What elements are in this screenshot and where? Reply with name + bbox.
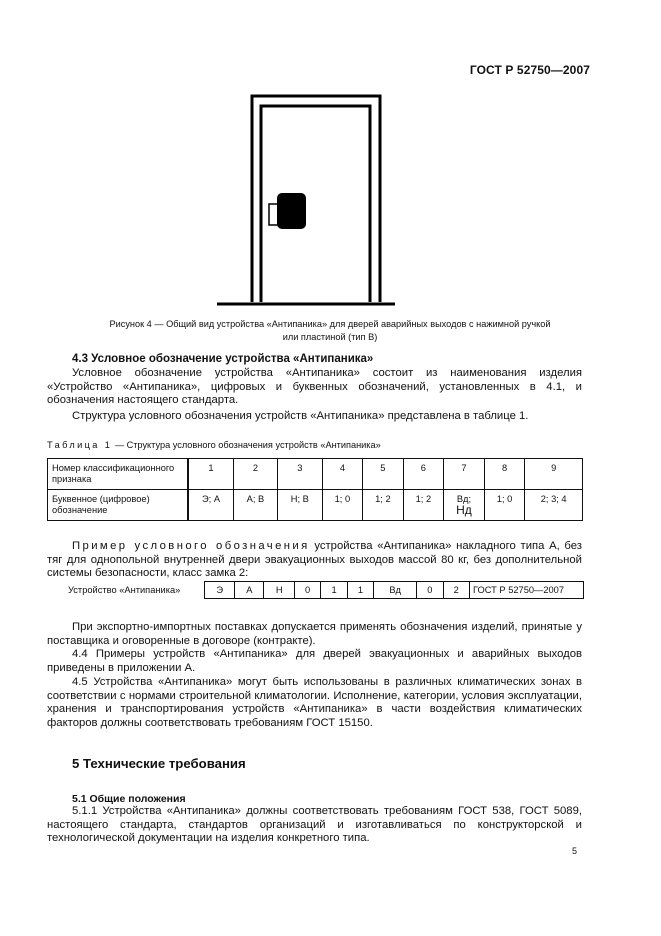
table-cell: 9 xyxy=(525,459,583,490)
table-row-label: Буквенное (цифровое) обозначение xyxy=(48,490,189,521)
table-cell: Вд xyxy=(374,582,417,599)
table-cell: 2; 3; 4 xyxy=(525,490,583,521)
table-cell xyxy=(444,490,485,521)
table-cell: 0 xyxy=(417,582,443,599)
example-designation-table xyxy=(204,581,584,599)
figure-caption xyxy=(40,318,620,344)
table-cell: Э xyxy=(205,582,235,599)
table-cell: 1; 0 xyxy=(322,490,362,521)
table-cell-line1: Вд; xyxy=(456,494,472,504)
table-cell: А xyxy=(235,582,264,599)
table-cell: Н xyxy=(264,582,294,599)
table-cell: 3 xyxy=(277,459,322,490)
table-cell-line2: Нд xyxy=(456,503,472,517)
paragraph-5-1-1: 5.1.1 Устройства «Антипаника» должны соответствовать требованиям ГОСТ 538, ГОСТ 5089, настоящего стандарта, стандартов организаций и изготавливаться по конструкторской и технологической документации на изделия конкретного типа. xyxy=(47,805,582,844)
table-row xyxy=(48,459,583,490)
table-cell: Э; А xyxy=(188,490,234,521)
table-cell: 1; 0 xyxy=(484,490,524,521)
table-cell: 1; 2 xyxy=(403,490,443,521)
section-4-3-heading: 4.3 Условное обозначение устройства «Антипаника» xyxy=(72,353,374,365)
export-paragraph: При экспортно-импортных поставках допускается применять обозначения изделий, принятые у поставщика и оговоренные в договоре (контракте). xyxy=(47,621,582,647)
section-5-heading: 5 Технические требования xyxy=(72,756,246,771)
table-cell: 1 xyxy=(321,582,347,599)
table-row xyxy=(205,582,584,599)
example-text: устройства «Антипаника» накладного типа А, без тяг для однопольной внутренней двери эвакуационных выходов массой 80 кг, без дополнительной системы безопасности, класс замка 2: xyxy=(47,540,582,579)
example-paragraph xyxy=(47,540,582,581)
table-cell: 2 xyxy=(443,582,469,599)
table-row xyxy=(48,490,583,521)
designation-structure-table xyxy=(47,458,583,521)
table-cell: 5 xyxy=(363,459,403,490)
section-4-3-paragraph-1: Условное обозначение устройства «Антипаника» состоит из наименования изделия «Устройство «Антипаника», цифровых и буквенных обозначений, установленных в 4.1, и обозначения настоящего стандарта. xyxy=(47,367,582,406)
figure-caption-line2: или пластиной (тип В) xyxy=(282,332,378,342)
table-1-title-rest: — Структура условного обозначения устройств «Антипаника» xyxy=(112,440,381,450)
table-cell: 6 xyxy=(403,459,443,490)
figure-caption-line1: Рисунок 4 — Общий вид устройства «Антипаника» для дверей аварийных выходов с нажимной ручкой xyxy=(109,319,551,329)
table-cell: 8 xyxy=(484,459,524,490)
table-cell-standard: ГОСТ Р 52750—2007 xyxy=(470,582,584,599)
table-cell: Н; В xyxy=(277,490,322,521)
table-cell: 1 xyxy=(188,459,234,490)
table-cell: А; В xyxy=(234,490,278,521)
table-row-label: Номер классификационного признака xyxy=(48,459,189,490)
table-cell: 1 xyxy=(347,582,373,599)
table-1-title-prefix: Таблица 1 xyxy=(47,440,113,450)
section-5-1-heading: 5.1 Общие положения xyxy=(72,793,186,805)
table-cell: 1; 2 xyxy=(363,490,403,521)
paragraph-4-4: 4.4 Примеры устройств «Антипаника» для дверей эвакуационных и аварийных выходов приведены в приложении А. xyxy=(47,648,582,674)
section-4-3-paragraph-2: Структура условного обозначения устройств «Антипаника» представлена в таблице 1. xyxy=(72,410,529,422)
table-cell: 0 xyxy=(294,582,320,599)
table-1-title xyxy=(47,440,381,450)
table-cell: 2 xyxy=(234,459,278,490)
example-prefix: Пример условного обозначения xyxy=(72,540,310,552)
paragraph-4-5: 4.5 Устройства «Антипаника» могут быть использованы в различных климатических зонах в соответствии с нормами строительной климатологии. Исполнение, категории, условия эксплуатации, хранения и транспортирования устройств «Антипаника» в части воздействия климатических факторов должны соответствовать требованиям ГОСТ 15150. xyxy=(47,676,582,729)
example-device-label: Устройство «Антипаника» xyxy=(68,585,181,595)
page-number: 5 xyxy=(572,846,578,856)
table-cell: 7 xyxy=(444,459,485,490)
document-standard-code: ГОСТ Р 52750—2007 xyxy=(469,63,590,77)
table-cell: 4 xyxy=(322,459,362,490)
door-with-push-bar-icon xyxy=(215,93,395,308)
